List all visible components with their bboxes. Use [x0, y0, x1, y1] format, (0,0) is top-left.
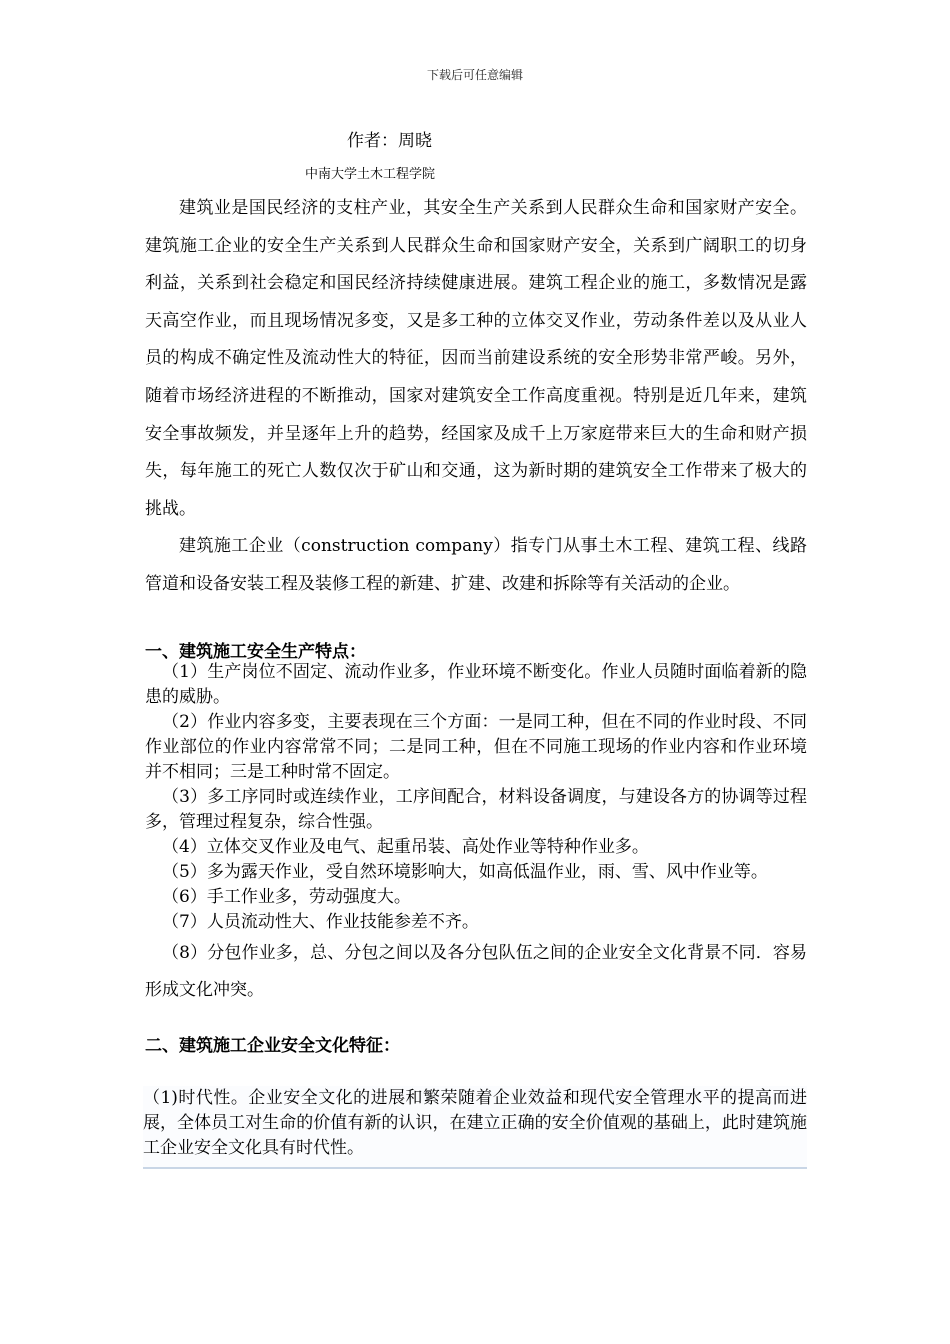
culture-paragraph: （1)时代性。企业安全文化的进展和繁荣随着企业效益和现代安全管理水平的提高而进展，全体员工对生命的价值有新的认识，在建立正确的安全价值观的基础上，此时建筑施工企业安全文化具有时代性。 — [143, 1088, 807, 1158]
author-affiliation: 中南大学土木工程学院 — [305, 167, 436, 182]
safety-features-list — [145, 660, 807, 1009]
author-line: 作者：周晓 — [347, 131, 432, 151]
culture-feature-box — [143, 1086, 807, 1169]
list-item: （1）生产岗位不固定、流动作业多，作业环境不断变化。作业人员随时面临着新的隐患的威胁。 — [145, 662, 807, 707]
intro-section — [145, 190, 807, 604]
list-item: （8）分包作业多，总、分包之间以及各分包队伍之间的企业安全文化背景不同．容易形成文化冲突。 — [145, 943, 807, 1000]
list-item: （4）立体交叉作业及电气、起重吊装、高处作业等特种作业多。 — [162, 837, 649, 857]
intro-paragraph: 建筑施工企业（construction company）指专门从事土木工程、建筑工程、线路管道和设备安装工程及装修工程的新建、扩建、改建和拆除等有关活动的企业。 — [145, 536, 807, 594]
intro-paragraph: 建筑业是国民经济的支柱产业，其安全生产关系到人民群众生命和国家财产安全。建筑施工企业的安全生产关系到人民群众生命和国家财产安全，关系到广阔职工的切身利益，关系到社会稳定和国民经济持续健康进展。建筑工程企业的施工，多数情况是露天高空作业，而且现场情况多变，又是多工种的立体交叉作业，劳动条件差以及从业人员的构成不确定性及流动性大的特征，因而当前建设系统的安全形势非常严峻。另外，随着市场经济进程的不断推动，国家对建筑安全工作高度重视。特别是近几年来，建筑安全事故频发，并呈逐年上升的趋势，经国家及成千上万家庭带来巨大的生命和财产损失，每年施工的死亡人数仅次于矿山和交通，这为新时期的建筑安全工作带来了极大的挑战。 — [145, 198, 807, 519]
list-item: （2）作业内容多变，主要表现在三个方面：一是同工种，但在不同的作业时段、不同作业部位的作业内容常常不同；二是同工种，但在不同施工现场的作业内容和作业环境并不相同；三是工种时常不固定。 — [145, 712, 807, 782]
list-item: （7）人员流动性大、作业技能参差不齐。 — [162, 912, 479, 932]
header-note: 下载后可任意编辑 — [426, 68, 523, 82]
section-heading: 一、建筑施工安全生产特点： — [145, 642, 366, 662]
list-item: （5）多为露天作业，受自然环境影响大，如高低温作业，雨、雪、风中作业等。 — [162, 862, 768, 882]
list-item: （6）手工作业多，劳动强度大。 — [162, 887, 411, 907]
section-heading: 二、建筑施工企业安全文化特征： — [145, 1036, 400, 1056]
list-item: （3）多工序同时或连续作业，工序间配合，材料设备调度，与建设各方的协调等过程多，管理过程复杂，综合性强。 — [145, 787, 807, 832]
